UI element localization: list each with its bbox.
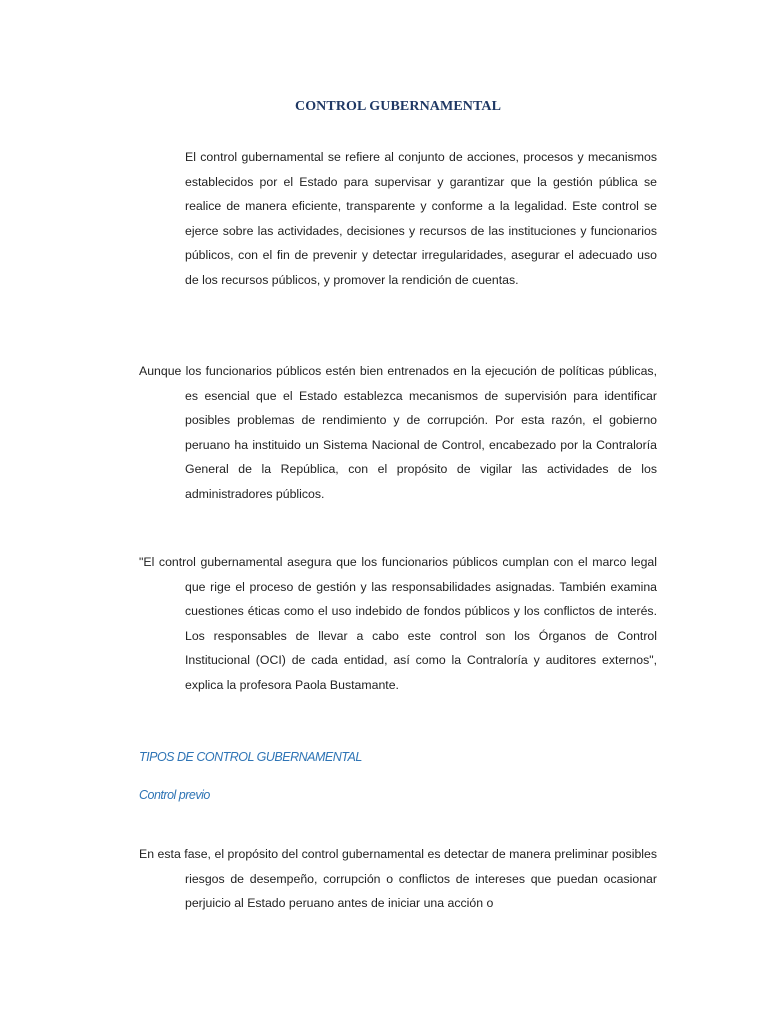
quote-paragraph: "El control gubernamental asegura que los funcionarios públicos cumplan con el marco legal que rige el proceso de gestión y las responsabilidades asignadas. También examina cuestiones éticas como el uso indebido de fondos públicos y los conflictos de interés. Los responsables de llevar a cabo este control son los Órganos de Control Institucional (OCI) de cada entidad, así como la Contraloría y auditores externos", explica la profesora Paola Bustamante. <box>139 555 657 692</box>
subsection-heading: Control previo <box>139 788 210 802</box>
section-heading: TIPOS DE CONTROL GUBERNAMENTAL <box>139 750 362 764</box>
document-title: CONTROL GUBERNAMENTAL <box>294 99 502 114</box>
control-previo-paragraph: En esta fase, el propósito del control gubernamental es detectar de manera preliminar posibles riesgos de desempeño, corrupción o conflictos de intereses que puedan ocasionar perjuicio al Estado peruano antes de iniciar una acción o <box>139 847 657 910</box>
second-paragraph: Aunque los funcionarios públicos estén bien entrenados en la ejecución de políticas públicas, es esencial que el Estado establezca mecanismos de supervisión para identificar posibles problemas de rendimiento y de corrupción. Por esta razón, el gobierno peruano ha instituido un Sistema Nacional de Control, encabezado por la Contraloría General de la República, con el propósito de vigilar las actividades de los administradores públicos. <box>139 364 657 501</box>
intro-paragraph: El control gubernamental se refiere al conjunto de acciones, procesos y mecanismos establecidos por el Estado para supervisar y garantizar que la gestión pública se realice de manera eficiente, transparente y conforme a la legalidad. Este control se ejerce sobre las actividades, decisiones y recursos de las instituciones y funcionarios públicos, con el fin de prevenir y detectar irregularidades, asegurar el adecuado uso de los recursos públicos, y promover la rendición de cuentas. <box>185 150 657 287</box>
